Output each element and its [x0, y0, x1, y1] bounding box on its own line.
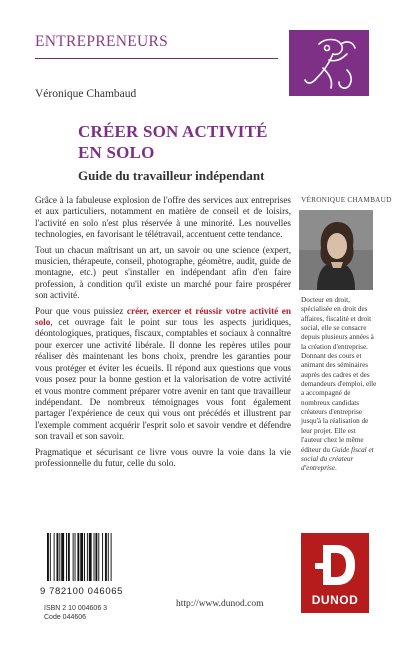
barcode-bar: [102, 533, 103, 581]
series-name: ENTREPRENEURS: [35, 33, 169, 50]
blurb-paragraph-4: Pragmatique et sécurisant ce livre vous ouvre la voie dans la vie professionnelle du futur, celle du solo.: [35, 446, 291, 468]
blurb-paragraph-1: Grâce à la fabuleuse explosion de l'offre des services aux entreprises et aux particuliers, notamment en matière de conseil et de loisirs, l'activité en solo n'est plus réservée à une minorité. Les nouvelles technologies, en favorisant le télétravail, accentuent cette tendance.: [35, 195, 291, 240]
publisher-name: DUNOD: [311, 593, 359, 607]
barcode-bar: [47, 533, 49, 581]
barcode-bar: [50, 533, 51, 581]
blurb-paragraph-3: [35, 306, 291, 443]
publisher-url: http://www.dunod.com: [176, 599, 264, 609]
barcode: [44, 531, 132, 583]
author-bio: [301, 296, 377, 474]
blurb-text: [35, 195, 291, 473]
barcode-bar: [94, 533, 95, 581]
code-line: Code 044606: [44, 614, 87, 621]
book-subtitle: Guide du travailleur indépendant: [78, 168, 265, 183]
author-name: Véronique Chambaud: [35, 88, 137, 100]
barcode-number: 9 782100 046065: [40, 586, 123, 597]
title-line-2: EN SOLO: [78, 143, 155, 162]
barcode-bar: [68, 533, 70, 581]
barcode-bar: [66, 533, 67, 581]
barcode-bar: [111, 533, 112, 581]
barcode-bar: [75, 533, 76, 581]
bio-text-end: .: [335, 464, 337, 473]
series-divider: [35, 58, 278, 59]
barcode-bar: [54, 533, 55, 581]
bio-book-title: Guide fiscal et social du créateur d'entreprise: [301, 445, 374, 473]
blurb-p3-start: Pour que vous puissiez: [35, 305, 127, 316]
barcode-bar: [84, 533, 85, 581]
barcode-bar: [61, 533, 64, 581]
blurb-p3-end: , cet ouvrage fait le point sur tous les aspects juridiques, déontologiques, pratiques, fiscaux, comptables et sociaux à connaître pour exercer une activité libérale. Il donne les repères utiles pour réaliser dès maintenant les bons choix, prendre les garanties pour vous protéger et éviter les écueils. Il répond aux questions que vous vous posez pour la bonne gestion et la valorisation de votre activité et vous montre comment préparer votre avenir en tant que travailleur indépendant. De nombreux témoignages vous font également partager l'expérience de ceux qui vous ont précédés et illustrent par l'exemple comment acquérir l'esprit solo et savoir vendre et défendre son travail et son savoir.: [35, 317, 291, 442]
barcode-bar: [108, 533, 109, 581]
blurb-highlight: créer, exercer et réussir votre activité en solo: [35, 305, 291, 328]
barcode-bar: [89, 533, 92, 581]
barcode-icon: [44, 531, 132, 583]
isbn-block: [44, 604, 107, 622]
barcode-bar: [87, 533, 88, 581]
barcode-bar: [98, 533, 99, 581]
isbn-line: ISBN 2 10 004606 3: [44, 605, 108, 612]
barcode-bar: [77, 533, 79, 581]
author-portrait-icon: [299, 210, 373, 290]
barcode-bar: [73, 533, 74, 581]
blurb-paragraph-2: Tout un chacun maîtrisant un art, un savoir ou une science (expert, musicien, thérapeute, conseil, photographe, géomètre, audit, guide de montagne, etc.) peut s'installer en indépendant afin d'en faire profession, à condition qu'il existe un marché pour faire prospérer son activité.: [35, 244, 291, 301]
book-title: [78, 121, 268, 163]
title-line-1: CRÉER SON ACTIVITÉ: [78, 122, 268, 141]
barcode-bar: [59, 533, 60, 581]
barcode-bar: [95, 533, 97, 581]
barcode-bar: [80, 533, 83, 581]
barcode-bar: [57, 533, 59, 581]
series-logo: [289, 30, 369, 96]
bio-author-name: VÉRONIQUE CHAMBAUD: [301, 195, 392, 204]
author-photo: [299, 210, 373, 290]
barcode-bar: [105, 533, 107, 581]
figure-sketch-logo-icon: [289, 30, 369, 96]
publisher-logo: [301, 533, 369, 613]
bio-text-start: Docteur en droit, spécialisée en droit des affaires, fiscalité et droit social, elle se consacre depuis plusieurs années à la création d'entreprise. Donnant des cours et animant des séminaires auprès des cadres et des demandeurs d'emploi, elle a accompagné de nombreux candidats créateurs d'entreprise jusqu'à la réalisation de leur projet. Elle est l'auteur chez le même éditeur du: [301, 296, 377, 454]
